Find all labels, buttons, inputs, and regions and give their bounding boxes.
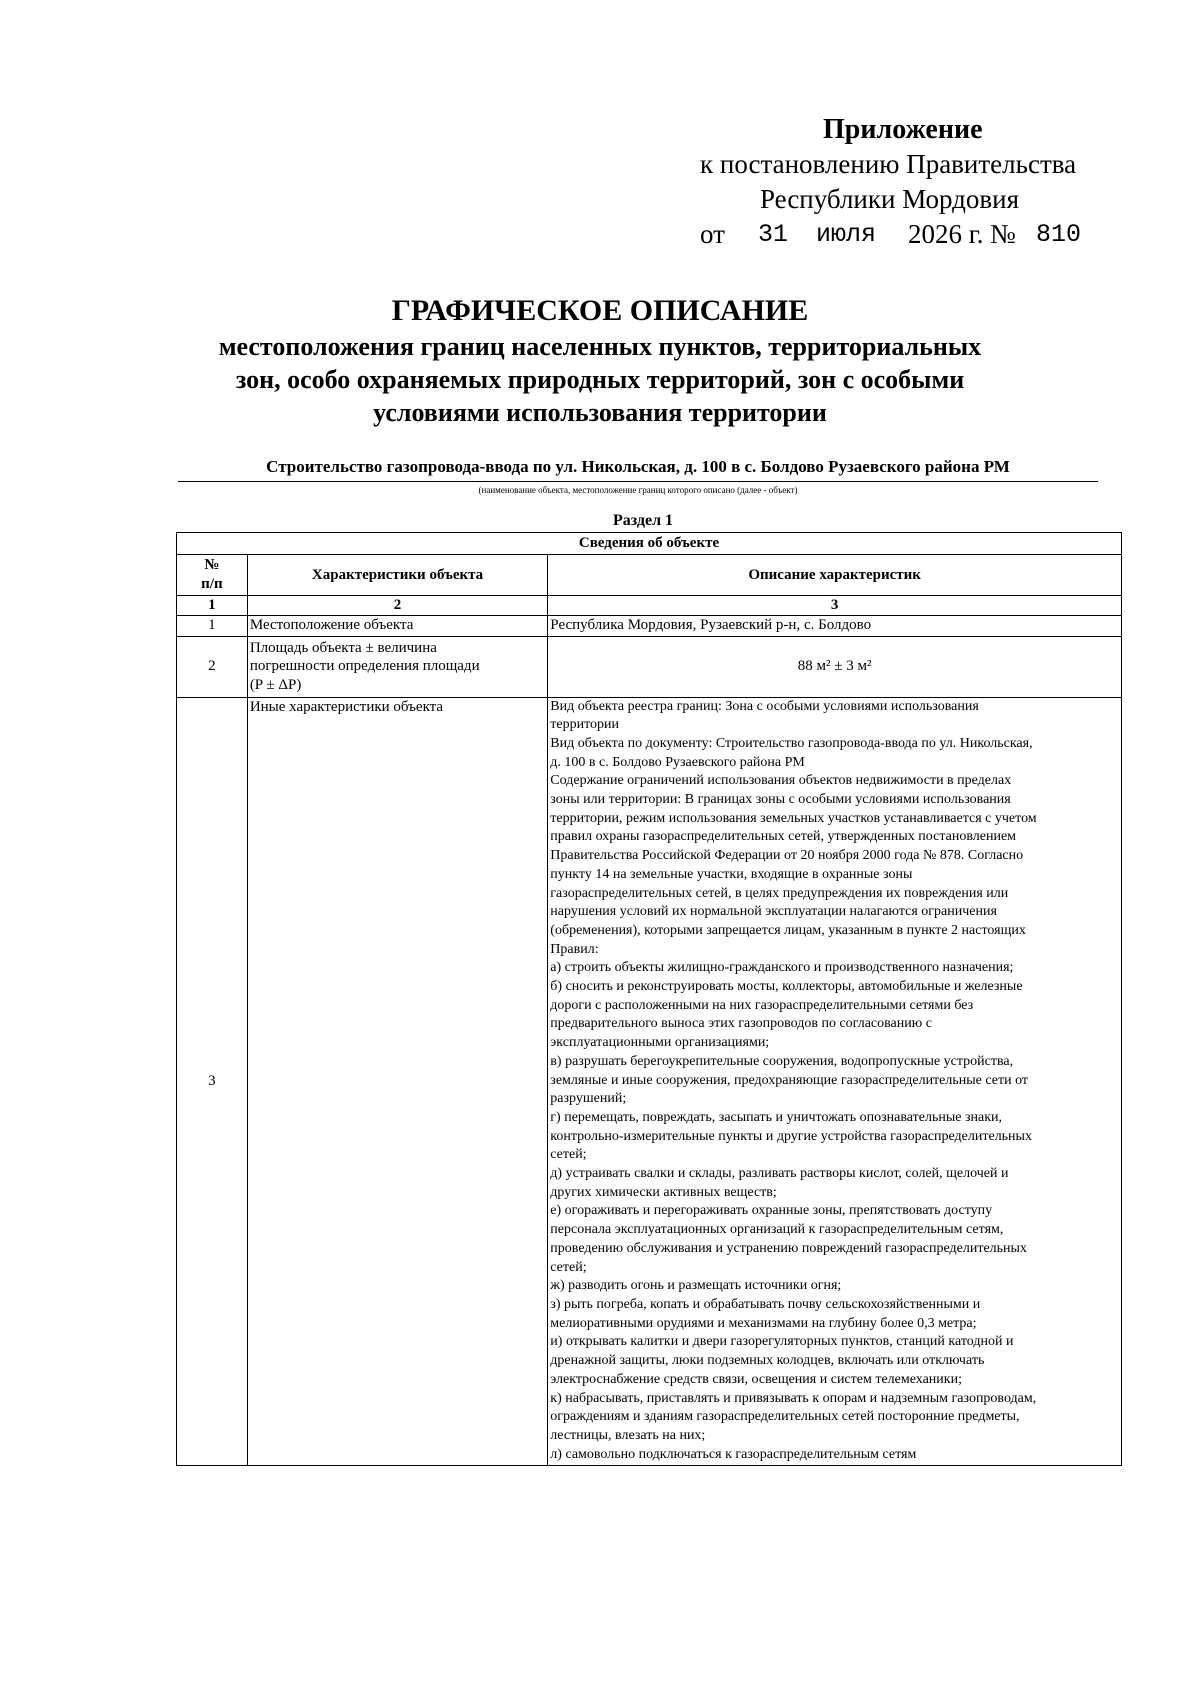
description-line: д) устраивать свалки и склады, разливать растворы кислот, солей, щелочей и xyxy=(550,1166,1009,1182)
description-line: в) разрушать берегоукрепительные сооружения, водопропускные устройства, xyxy=(550,1053,1014,1069)
description-line: электроснабжение средств связи, освещения и систем телемеханики; xyxy=(550,1371,962,1387)
header-description: Описание характеристик xyxy=(548,555,1122,596)
description-line: других химически активных веществ; xyxy=(550,1184,777,1200)
table-row xyxy=(177,615,1122,636)
appendix-title: Приложение xyxy=(823,114,983,145)
index-3: 3 xyxy=(548,596,1122,616)
description-line: ж) разводить огонь и размещать источники огня; xyxy=(550,1278,842,1294)
date-year: 2026 г. xyxy=(908,219,984,249)
description-line: территории, режим использования земельных участков устанавливается с учетом xyxy=(550,810,1037,826)
appendix-block xyxy=(700,112,1120,252)
description-line: ограждениям и зданиям газораспределительных сетей посторонние предметы, xyxy=(550,1409,1020,1425)
row-characteristic-line: (P ± ΔP) xyxy=(249,676,302,693)
table-index-row xyxy=(177,596,1122,616)
document-title xyxy=(170,292,1030,429)
header-num-line-1: № xyxy=(204,557,220,573)
description-line: правил охраны газораспределительных сетей, утвержденных постановлением xyxy=(550,829,1017,845)
description-line: контрольно-измерительные пункты и другие устройства газораспределительных xyxy=(550,1128,1032,1144)
row-description xyxy=(548,697,1122,1466)
description-line: к) набрасывать, приставлять и привязывать к опорам и надземным газопроводам, xyxy=(550,1390,1037,1406)
row-characteristic: Местоположение объекта xyxy=(247,615,547,636)
title-sub-line-3: условиями использования территории xyxy=(373,398,827,427)
description-line: газораспределительных сетей, в целях предупреждения их повреждения или xyxy=(550,885,1009,901)
object-info-table xyxy=(176,532,1122,1466)
table-header-row xyxy=(177,555,1122,596)
description-line: предварительного выноса этих газопроводов по согласованию с xyxy=(550,1016,932,1032)
object-caption: (наименование объекта, местоположение границ которого описано (далее - объект) xyxy=(478,485,798,495)
description-line: пункту 14 на земельные участки, входящие в охранные зоны xyxy=(550,866,913,882)
description-line: е) огораживать и перегораживать охранные зоны, препятствовать доступу xyxy=(550,1203,993,1219)
description-line: Правил: xyxy=(550,941,599,957)
appendix-date-line xyxy=(700,217,1120,252)
description-line: и) открывать калитки и двери газорегуляторных пунктов, станций катодной и xyxy=(550,1334,1014,1350)
object-underline xyxy=(178,481,1098,482)
table-row xyxy=(177,636,1122,697)
description-line: проведению обслуживания и устранению повреждений газораспределительных xyxy=(550,1240,1027,1256)
row-num: 3 xyxy=(177,697,248,1466)
description-line: г) перемещать, повреждать, засыпать и уничтожать опознавательные знаки, xyxy=(550,1109,1002,1125)
description-line: сетей; xyxy=(550,1259,587,1275)
index-2: 2 xyxy=(247,596,547,616)
row-description: Республика Мордовия, Рузаевский р-н, с. Болдово xyxy=(548,615,1122,636)
header-characteristic: Характеристики объекта xyxy=(247,555,547,596)
description-line: а) строить объекты жилищно-гражданского и производственного назначения; xyxy=(550,960,1014,976)
table-caption: Сведения об объекте xyxy=(177,533,1122,555)
index-1: 1 xyxy=(177,596,248,616)
row-description: 88 м² ± 3 м² xyxy=(548,636,1122,697)
row-num: 1 xyxy=(177,615,248,636)
table-caption-row xyxy=(177,533,1122,555)
header-num xyxy=(177,555,248,596)
title-main: ГРАФИЧЕСКОЕ ОПИСАНИЕ xyxy=(391,294,809,327)
document-number: 810 xyxy=(1036,220,1082,249)
description-line: (обременения), которыми запрещается лицам, указанным в пункте 2 настоящих xyxy=(550,922,1026,938)
description-line: дренажной защиты, люки подземных колодцев, включать или отключать xyxy=(550,1353,985,1369)
description-line: д. 100 в с. Болдово Рузаевского района РМ xyxy=(550,754,805,770)
description-line: л) самовольно подключаться к газораспределительным сетям xyxy=(550,1446,917,1462)
description-line: разрушений; xyxy=(550,1091,627,1107)
row-num: 2 xyxy=(177,636,248,697)
section-label: Раздел 1 xyxy=(612,512,674,529)
description-line: сетей; xyxy=(550,1147,587,1163)
date-month: июля xyxy=(816,220,877,249)
date-day: 31 xyxy=(758,220,789,249)
description-line: Правительства Российской Федерации от 20 ноября 2000 года № 878. Согласно xyxy=(550,848,1024,864)
description-line: мелиоративными орудиями и механизмами на глубину более 0,3 метра; xyxy=(550,1315,977,1331)
description-line: территории xyxy=(550,717,620,733)
row-characteristic-line: Площадь объекта ± величина xyxy=(249,639,437,656)
table-row xyxy=(177,697,1122,1466)
description-line: персонала эксплуатационных организаций к газораспределительным сетям, xyxy=(550,1222,1004,1238)
row-characteristic-line: погрешности определения площади xyxy=(249,658,480,675)
object-name: Строительство газопровода-ввода по ул. Никольская, д. 100 в с. Болдово Рузаевского района РМ xyxy=(266,457,1010,476)
description-line: зоны или территории: В границах зоны с особыми условиями использования xyxy=(550,792,1011,808)
title-sub-line-1: местоположения границ населенных пунктов, территориальных xyxy=(218,332,982,361)
title-sub-line-2: зон, особо охраняемых природных территорий, зон с особыми xyxy=(235,365,965,394)
description-line: земляные и иные сооружения, предохраняющие газораспределительные сети от xyxy=(550,1072,1029,1088)
date-prefix: от xyxy=(700,219,725,249)
header-num-line-2: п/п xyxy=(201,576,223,592)
row-characteristic xyxy=(247,636,547,697)
description-line: Вид объекта реестра границ: Зона с особыми условиями использования xyxy=(550,698,979,714)
description-line: б) сносить и реконструировать мосты, коллекторы, автомобильные и железные xyxy=(550,979,1023,995)
description-line: эксплуатационными организациями; xyxy=(550,1035,770,1051)
appendix-line-2: Республики Мордовия xyxy=(760,184,1020,214)
description-line: дороги с расположенными на них газораспределительными сетями без xyxy=(550,997,974,1013)
description-line: Вид объекта по документу: Строительство газопровода-ввода по ул. Никольская, xyxy=(550,735,1033,751)
description-line: з) рыть погреба, копать и обрабатывать почву сельскохозяйственными и xyxy=(550,1297,981,1312)
appendix-line-1: к постановлению Правительства xyxy=(700,149,1077,179)
description-line: Содержание ограничений использования объектов недвижимости в пределах xyxy=(550,773,1012,789)
row-characteristic: Иные характеристики объекта xyxy=(247,697,547,1466)
description-line: лестницы, влезать на них; xyxy=(550,1427,706,1443)
number-label: № xyxy=(990,219,1016,249)
description-line: нарушения условий их нормальной эксплуатации налагаются ограничения xyxy=(550,904,997,920)
